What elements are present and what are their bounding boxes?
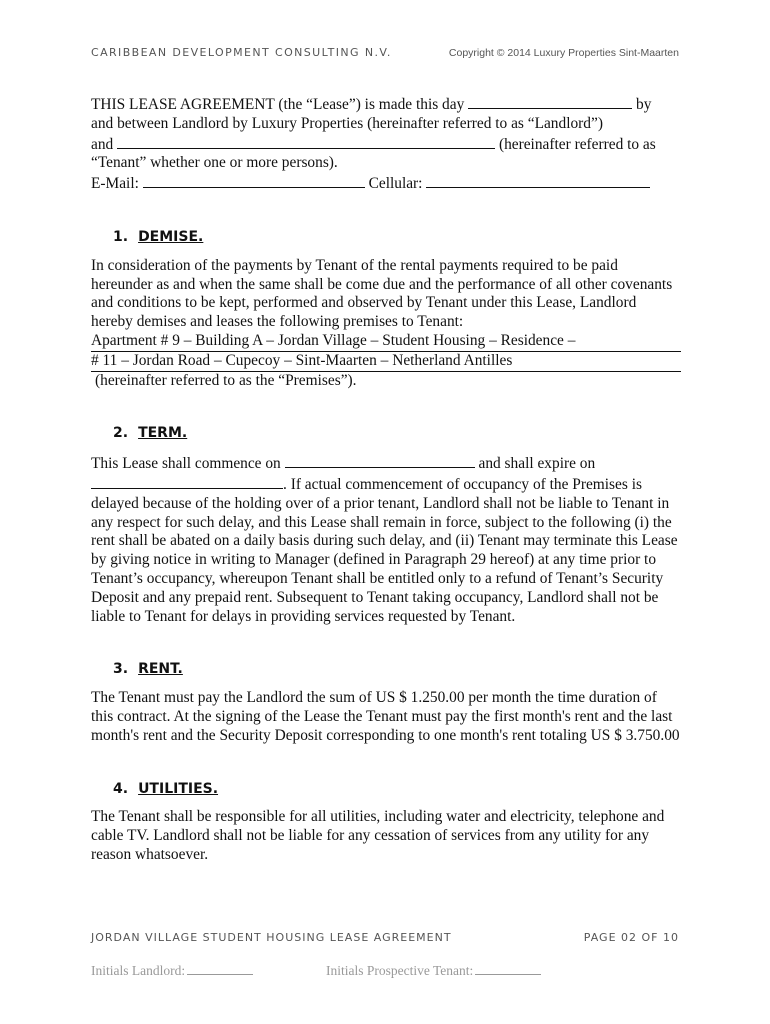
term-line-1b: and shall expire on [478, 455, 596, 473]
initials-landlord-blank[interactable] [187, 962, 253, 975]
utilities-text: The Tenant shall be responsible for all utilities, including water and electricity, telephone and cable TV. Landlord shall not be liable for any cessation of services from any utility for any reason whatsoever. [91, 808, 665, 863]
intro-line-2: and between Landlord by Luxury Properties (hereinafter referred to as “Landlord”) [91, 114, 603, 132]
email-label: E-Mail: [91, 175, 139, 193]
premises-note: (hereinafter referred to as the “Premises”). [95, 371, 357, 389]
header-copyright: Copyright © 2014 Luxury Properties Sint-Maarten [448, 47, 679, 59]
premises-line-1: Apartment # 9 – Building A – Jordan Village – Student Housing – Residence – [91, 332, 681, 352]
section-heading-demise: 1. DEMISE. [113, 228, 204, 245]
intro-line-3b: (hereinafter referred to as [498, 135, 656, 153]
initials-landlord [91, 962, 253, 979]
commence-date-blank[interactable] [285, 453, 475, 468]
expire-date-blank[interactable] [91, 474, 283, 489]
footer-title: JORDAN VILLAGE STUDENT HOUSING LEASE AGREEMENT [91, 931, 452, 944]
demise-text: In consideration of the payments by Tenant of the rental payments required to be paid hereunder as and when the same shall be come due and the performance of all other covenants and conditions to be kept, performed and observed by Tenant under this Lease, Landlord hereby demises and leases the following premises to Tenant: [91, 256, 673, 331]
intro-line-4: “Tenant” whether one or more persons). [91, 154, 338, 172]
intro-line-1b: by [636, 96, 652, 113]
initials-tenant-blank[interactable] [475, 962, 541, 975]
section-heading-rent: 3. RENT. [113, 661, 183, 678]
intro-line-3a: and [91, 135, 114, 153]
cellular-label: Cellular: [368, 175, 423, 193]
section-heading-term: 2. TERM. [113, 425, 188, 442]
intro-line-1a: THIS LEASE AGREEMENT (the “Lease”) is made this day [91, 96, 465, 113]
tenant-name-blank[interactable] [117, 134, 495, 149]
initials-landlord-label: Initials Landlord: [91, 963, 186, 978]
document-body [91, 94, 681, 865]
term-rest: delayed because of the holding over of a prior tenant, Landlord shall not be liable to Tenant in any respect for such delay, and this Lease shall remain in force, subject to the following (i) the rent shall be abated on a daily basis during such delay, and (ii) Tenant may terminate this Lease by giving notice in writing to Manager (defined in Paragraph 29 hereof) at any time prior to Tenant’s occupancy, whereupon Tenant shall be entitled only to a refund of Tenant’s Security Deposit and any prepaid rent. Subsequent to Tenant taking occupancy, Landlord shall not be liable to Tenant for delays in providing services requested by Tenant. [91, 494, 678, 625]
cellular-blank[interactable] [426, 173, 650, 188]
intro-paragraph [91, 94, 681, 194]
rent-text: The Tenant must pay the Landlord the sum of US $ 1.250.00 per month the time duration of this contract. At the signing of the Lease the Tenant must pay the first month's rent and the last month's rent and the Security Deposit corresponding to one month's rent totaling US $ 3.750.00 [91, 689, 680, 744]
term-line-2: . If actual commencement of occupancy of the Premises is [283, 475, 642, 493]
header-company: CARIBBEAN DEVELOPMENT CONSULTING N.V. [91, 46, 392, 59]
section-heading-utilities: 4. UTILITIES. [113, 780, 219, 797]
term-text [91, 453, 681, 626]
premises-line-2: # 11 – Jordan Road – Cupecoy – Sint-Maarten – Netherland Antilles [91, 352, 681, 372]
footer-page-number: PAGE 02 OF 10 [583, 931, 679, 944]
email-blank[interactable] [143, 173, 365, 188]
date-blank[interactable] [468, 94, 632, 109]
term-line-1a: This Lease shall commence on [91, 455, 281, 473]
initials-tenant [326, 962, 541, 979]
initials-tenant-label: Initials Prospective Tenant: [326, 963, 474, 978]
